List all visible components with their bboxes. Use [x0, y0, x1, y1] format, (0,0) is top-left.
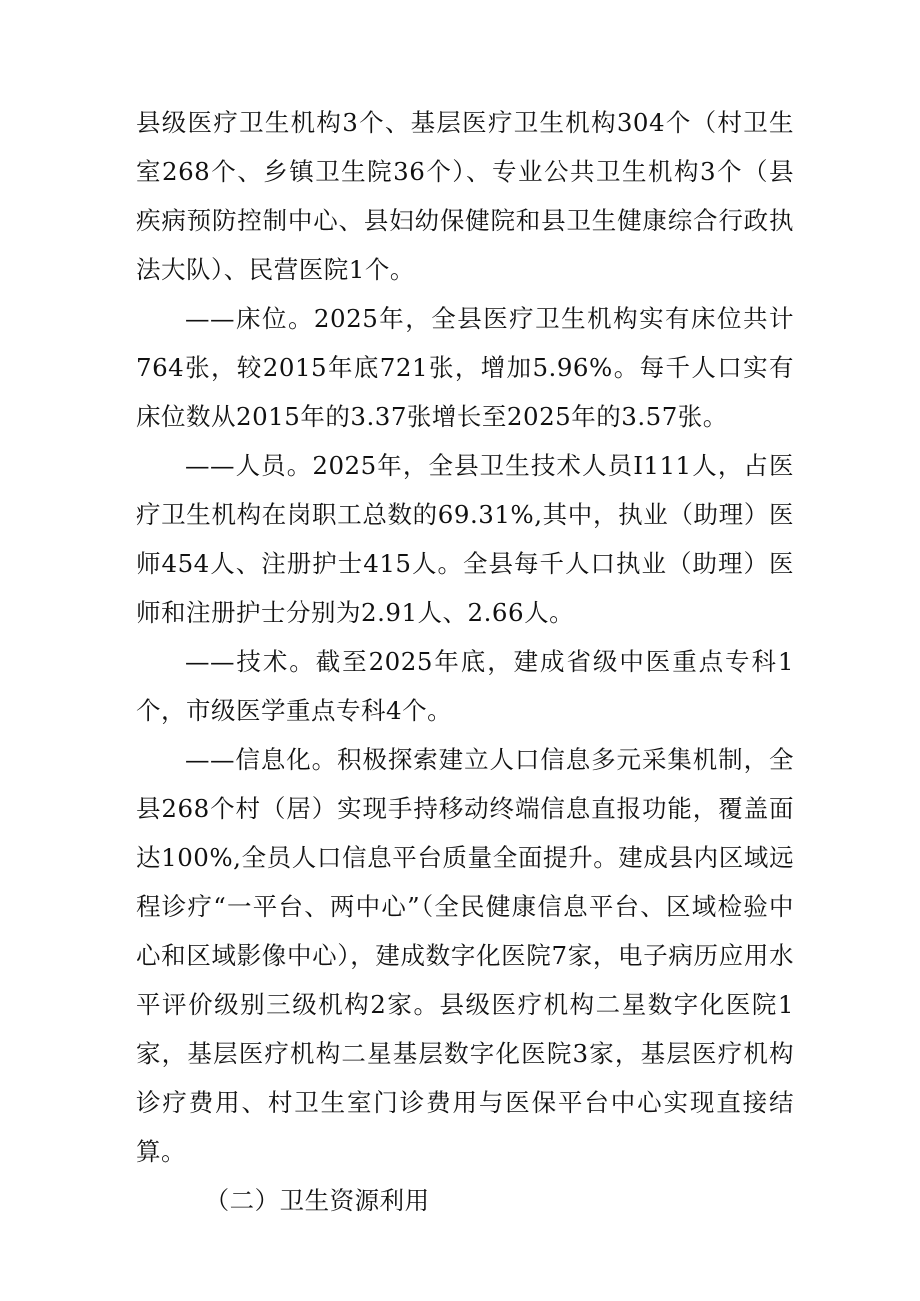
paragraph-beds: ——床位。2025年，全县医疗卫生机构实有床位共计764张，较2015年底721张，增加5.96%。每千人口实有床位数从2015年的3.37张增长至2025年的3.57张。	[136, 304, 794, 431]
paragraph-informatization: ——信息化。积极探索建立人口信息多元采集机制，全县268个村（居）实现手持移动终端信息直报功能，覆盖面达100%,全员人口信息平台质量全面提升。建成县内区域远程诊疗“一平台、两中心”（全民健康信息平台、区域检验中心和区域影像中心），建成数字化医院7家，电子病历应用水平评价级别三级机构2家。县级医疗机构二星数字化医院1家，基层医疗机构二星基层数字化医院3家，基层医疗机构诊疗费用、村卫生室门诊费用与医保平台中心实现直接结算。	[136, 745, 794, 1166]
section-heading: （二）卫生资源利用	[204, 1186, 430, 1215]
paragraph-personnel: ——人员。2025年，全县卫生技术人员I111人，占医疗卫生机构在岗职工总数的69.31%,其中，执业（助理）医师454人、注册护士415人。全县每千人口执业（助理）医师和注册护士分别为2.91人、2.66人。	[136, 451, 794, 627]
paragraph-institutions: 县级医疗卫生机构3个、基层医疗卫生机构304个（村卫生室268个、乡镇卫生院36个）、专业公共卫生机构3个（县疾病预防控制中心、县妇幼保健院和县卫生健康综合行政执法大队）、民营医院1个。	[136, 108, 794, 284]
paragraph-technology: ——技术。截至2025年底，建成省级中医重点专科1个，市级医学重点专科4个。	[136, 647, 794, 725]
document-body	[136, 98, 794, 1225]
